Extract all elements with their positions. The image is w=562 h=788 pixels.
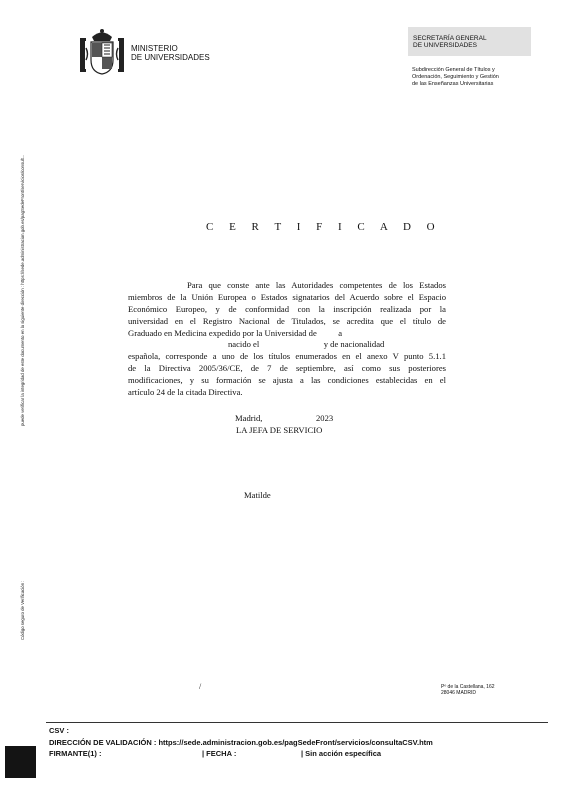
secretaria-line2: DE UNIVERSIDADES	[413, 42, 477, 49]
signing-year: 2023	[316, 413, 334, 423]
footer-firmante: FIRMANTE(1) :	[49, 749, 102, 758]
page-slash: /	[199, 682, 202, 691]
footer-signature-info	[49, 749, 382, 758]
ministry-line1: MINISTERIO	[131, 44, 178, 53]
address-line2: 28046 MADRID	[441, 690, 477, 696]
body-line: artículo 24 de la citada Directiva.	[128, 387, 243, 398]
side-verification-text: puede verificar la integridad de este documento en la siguiente dirección : https://sede.administracion.gob.es/pagSedeFront/servicios/consult...	[20, 154, 25, 426]
document-title: C E R T I F I C A D O	[206, 221, 442, 233]
subdireccion-name	[412, 67, 499, 88]
secretaria-line1: SECRETARÍA GENERAL	[413, 35, 487, 42]
ministry-address	[441, 684, 495, 696]
address-line1: Pº de la Castellana, 162	[441, 684, 495, 690]
footer-csv: CSV :	[49, 726, 70, 735]
body-line: nacido el y de nacionalidad	[228, 339, 385, 350]
footer-divider	[46, 722, 548, 723]
footer-validation-address[interactable]: DIRECCIÓN DE VALIDACIÓN : https://sede.administracion.gob.es/pagSedeFront/servicios/consultaCSV.htm	[49, 738, 433, 747]
subdireccion-line3: de las Enseñanzas Universitarias	[412, 81, 494, 87]
body-line: Económico Europeo, y de conformidad con la inscripción realizada por la	[128, 303, 446, 314]
body-line: Para que conste ante las Autoridades competentes de los Estados	[187, 280, 446, 290]
footer-accion: | Sin acción específica	[301, 749, 382, 758]
signer-name: Matilde	[244, 490, 271, 500]
body-line: miembros de la Unión Europea o Estados signatarios del Acuerdo sobre el Espacio	[128, 291, 446, 302]
side-verification-strip	[4, 76, 44, 426]
signer-role: LA JEFA DE SERVICIO	[236, 425, 323, 435]
footer-fecha: | FECHA :	[202, 749, 237, 758]
coat-of-arms-icon	[80, 28, 124, 76]
signing-place-date	[235, 413, 334, 423]
body-line: universidad en el Registro Nacional de Titulados, se acredita que el título de	[128, 315, 446, 326]
ministry-line2: DE UNIVERSIDADES	[131, 53, 210, 62]
signing-place: Madrid,	[235, 413, 263, 423]
body-line: Graduado en Medicina expedido por la Universidad de a	[128, 327, 343, 338]
subdireccion-line1: Subdirección General de Títulos y	[412, 67, 495, 73]
side-csv-strip	[4, 560, 44, 650]
certificate-body	[128, 280, 446, 399]
secretaria-box	[408, 27, 531, 56]
body-line: de la Directiva 2005/36/CE, de 7 de septiembre, así como sus posteriores	[128, 363, 446, 374]
ministry-name	[131, 44, 210, 62]
subdireccion-line2: Ordenación, Seguimiento y Gestión	[412, 74, 499, 80]
body-line: modificaciones, y su formación se ajusta a las condiciones establecidas en el	[128, 375, 446, 386]
qr-code-icon	[5, 746, 36, 778]
side-csv-label: Código seguro de Verificación :	[20, 580, 25, 640]
body-line: española, corresponde a uno de los títulos enumerados en el anexo V punto 5.1.1	[128, 351, 446, 362]
